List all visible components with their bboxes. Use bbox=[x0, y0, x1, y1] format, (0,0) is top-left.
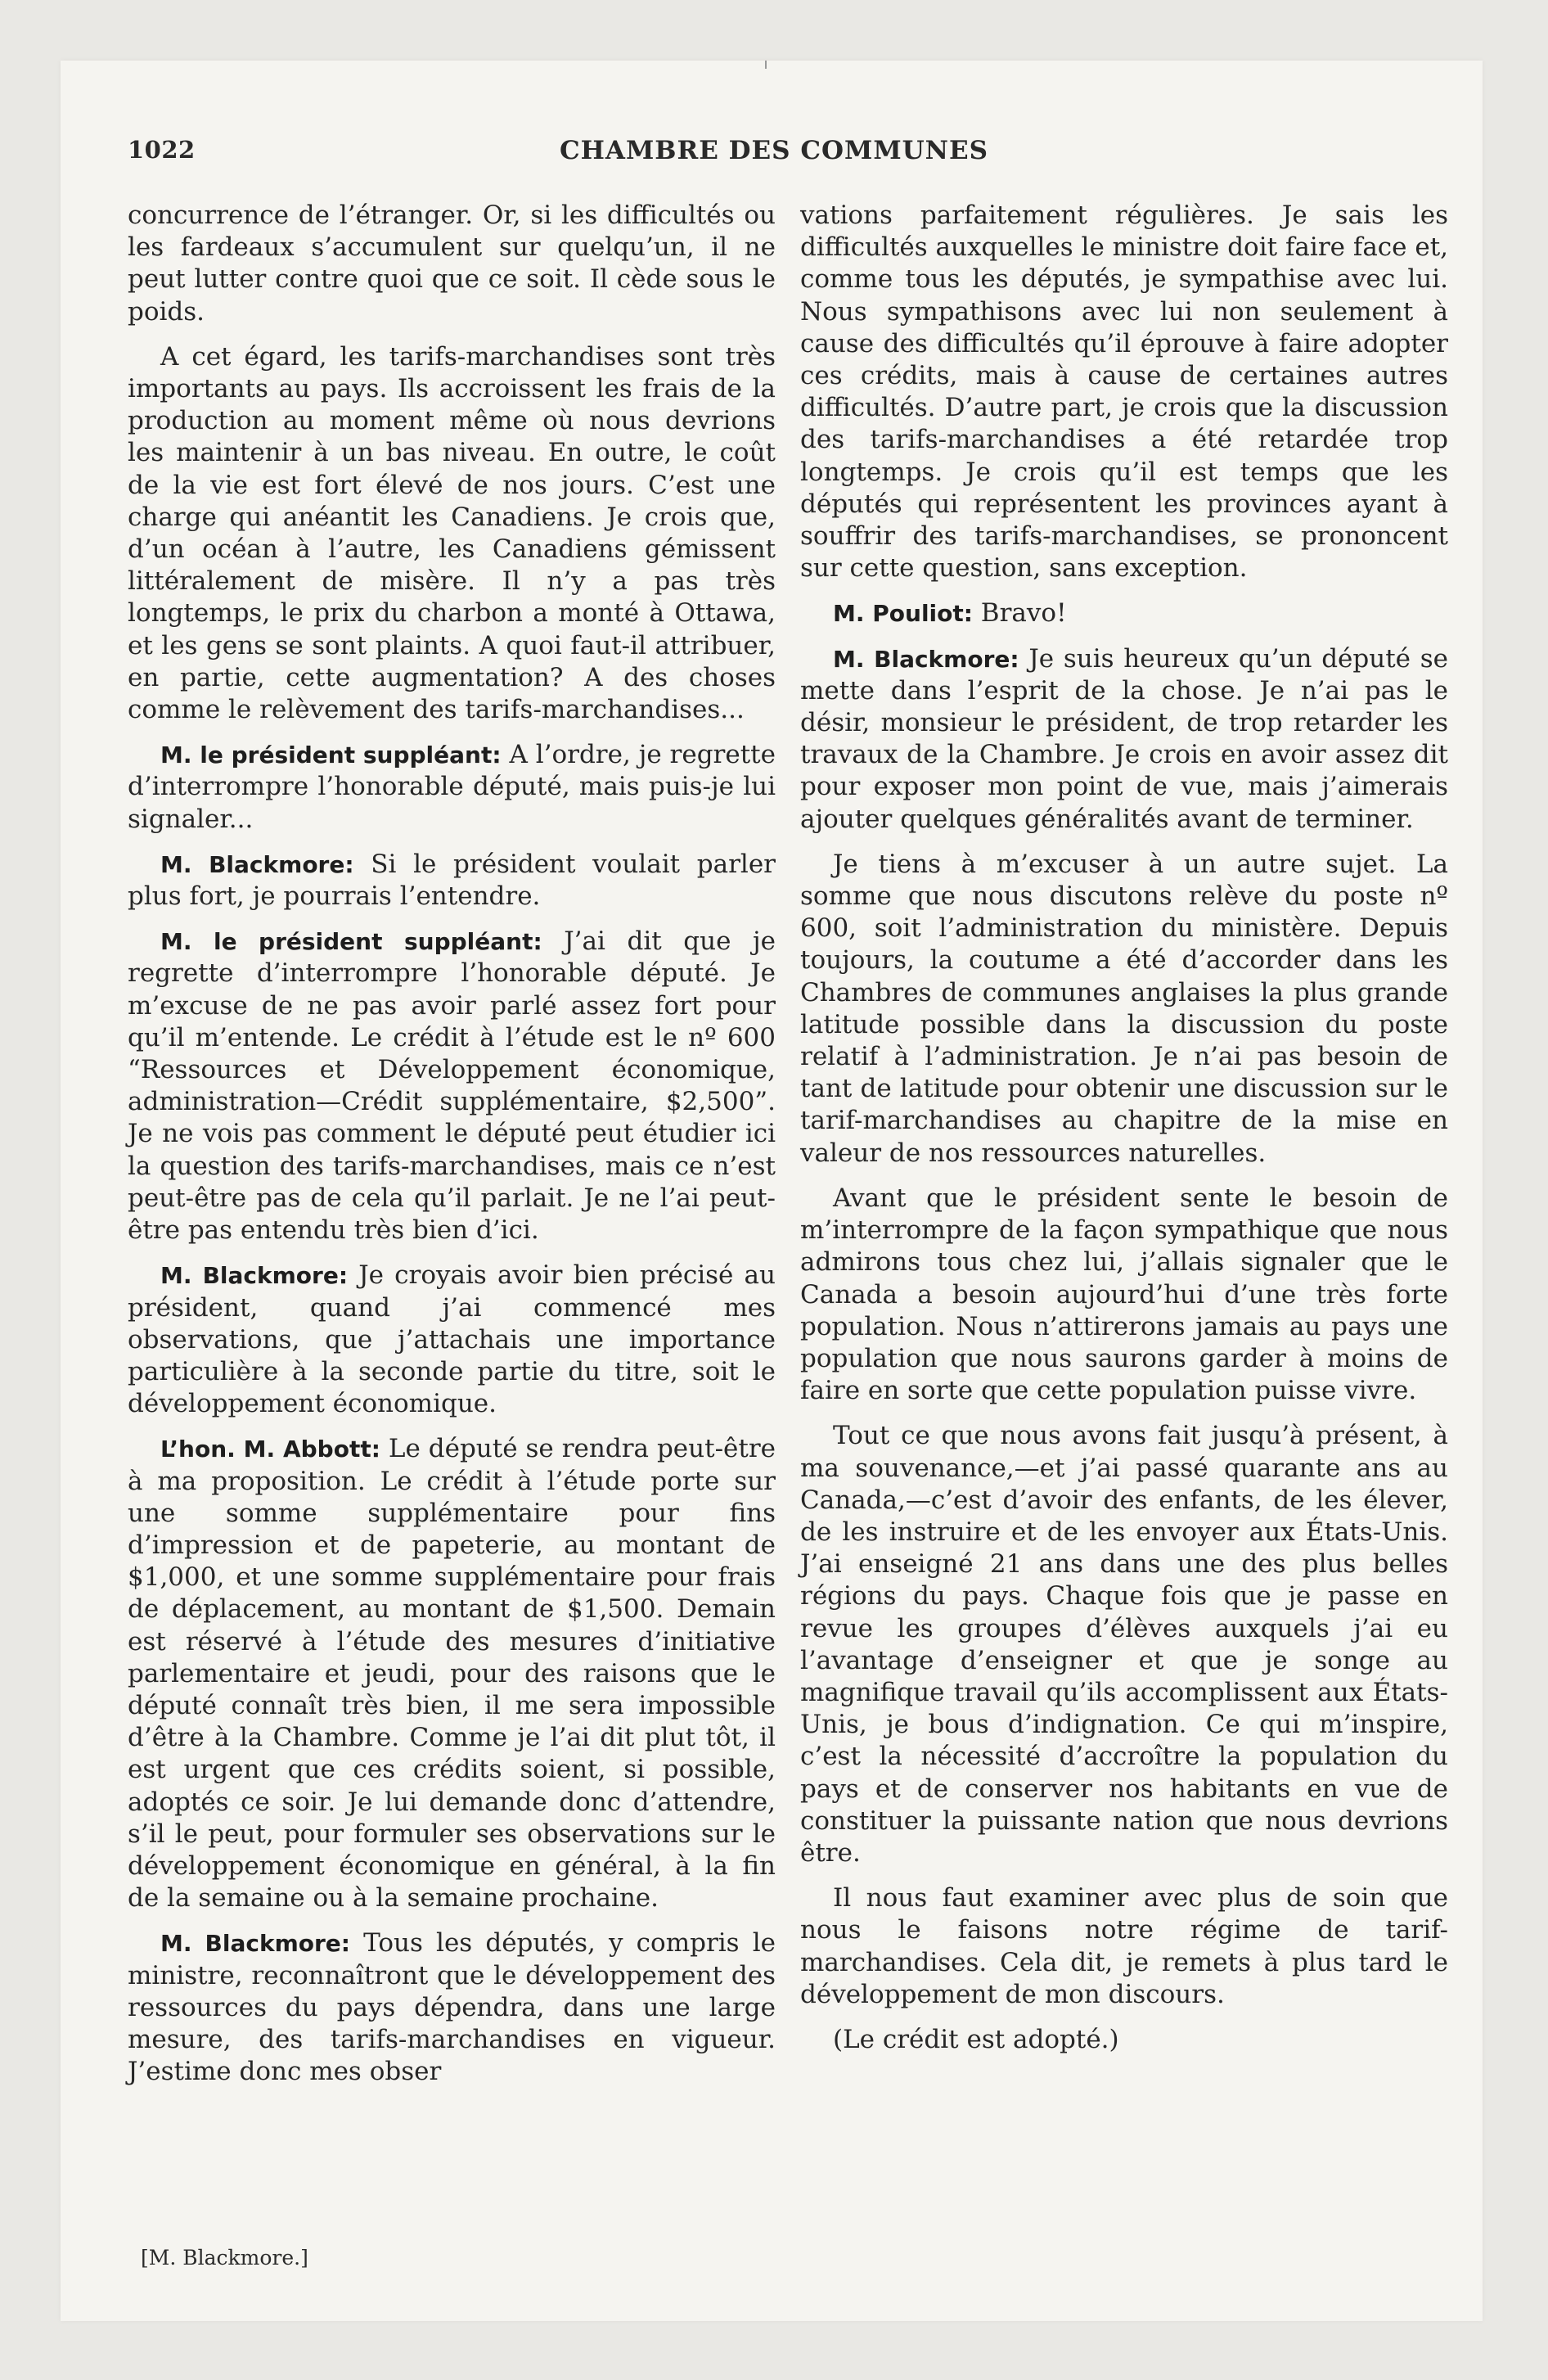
speech-paragraph bbox=[128, 849, 776, 913]
speech-paragraph bbox=[128, 926, 776, 1246]
paragraph: A cet égard, les tarifs-marchandises sont très importants au pays. Ils accroissent les frais de la production au moment même où nous devrions les maintenir à un bas niveau. En outre, le coût de la vie est fort élevé de nos jours. C’est une charge qui anéantit les Canadiens. Je crois que, d’un océan à l’autre, les Canadiens gémissent littéralement de misère. Il n’y a pas très longtemps, le prix du charbon a monté à Ottawa, et les gens se sont plaints. A quoi faut-il attribuer, en partie, cette augmentation? A des choses comme le relèvement des tarifs-marchandises... bbox=[128, 341, 776, 725]
speech-paragraph bbox=[128, 1433, 776, 1914]
speech-paragraph bbox=[128, 1927, 776, 2088]
paragraph: Je tiens à m’excuser à un autre sujet. La somme que nous discutons relève du poste nº 600, soit l’administration du ministère. Depuis toujours, la coutume a été d’accorder dans les Chambres de communes anglaises la plus grande latitude possible dans la discussion du poste relatif à l’administration. Je n’ai pas besoin de tant de latitude pour obtenir une discussion sur le tarif-marchandises au chapitre de la mise en valeur de nos ressources naturelles. bbox=[800, 849, 1448, 1168]
speech-text: A l’ordre, je regrette d’interrompre l’honorable député, mais puis-je lui signaler... bbox=[128, 740, 776, 834]
left-column bbox=[128, 200, 776, 2101]
speech-text: Je suis heureux qu’un député se mette dans l’esprit de la chose. Je n’ai pas le désir, monsieur le président, de trop retarder les travaux de la Chambre. Je crois en avoir assez dit pour exposer mon point de vue, mais j’aimerais ajouter quelques généralités avant de terminer. bbox=[800, 643, 1448, 834]
speaker-name: M. Pouliot: bbox=[833, 600, 973, 628]
speech-paragraph bbox=[800, 597, 1448, 629]
speech-text: J’ai dit que je regrette d’interrompre l’honorable député. Je m’excuse de ne pas avoir parlé assez fort pour qu’il m’entende. Le crédit à l’étude est le nº 600 “Ressources et Développement économique, administration—Crédit supplémentaire, $2,500”. Je ne vois pas comment le député peut étudier ici la question des tarifs-marchandises, mais ce n’est peut-être pas de cela qu’il parlait. Je ne l’ai peut-être pas entendu très bien d’ici. bbox=[128, 926, 776, 1246]
speech-text: Bravo! bbox=[972, 598, 1067, 629]
right-column bbox=[800, 200, 1448, 2069]
paragraph: concurrence de l’étranger. Or, si les difficultés ou les fardeaux s’accumulent sur quelqu’un, il ne peut lutter contre quoi que ce soit. Il cède sous le poids. bbox=[128, 201, 776, 327]
paragraph: vations parfaitement régulières. Je sais les difficultés auxquelles le ministre doit faire face et, comme tous les députés, je sympathise avec lui. Nous sympathisons avec lui non seulement à cause des difficultés qu’il éprouve à faire adopter ces crédits, mais à cause de certaines autres difficultés. D’autre part, je crois que la discussion des tarifs-marchandises a été retardée trop longtemps. Je crois qu’il est temps que les députés qui représentent les provinces ayant à souffrir des tarifs-marchandises, se prononcent sur cette question, sans exception. bbox=[800, 201, 1449, 584]
speaker-name: M. Blackmore: bbox=[160, 850, 354, 878]
speech-text: Tous les députés, y compris le ministre, reconnaîtront que le développement des ressources du pays dépendra, dans une large mesure, des tarifs-marchandises en vigueur. J’estime donc mes obser bbox=[128, 1928, 776, 2087]
paragraph: Avant que le président sente le besoin de m’interrompre de la façon sympathique que nous admirons tous chez lui, j’allais signaler que le Canada a besoin aujourd’hui d’une très forte population. Nous n’attirerons jamais au pays une population que nous saurons garder à moins de faire en sorte que cette population puisse vivre. bbox=[800, 1183, 1448, 1406]
speaker-name: M. Blackmore: bbox=[160, 1930, 350, 1958]
speaker-name: M. le président suppléant: bbox=[160, 741, 502, 769]
paragraph: Il nous faut examiner avec plus de soin que nous le faisons notre régime de tarif-marchandises. Cela dit, je remets à plus tard le développement de mon discours. bbox=[800, 1883, 1448, 2009]
speaker-name: M. Blackmore: bbox=[160, 1262, 349, 1290]
page-number: 1022 bbox=[128, 136, 196, 164]
paragraph: Tout ce que nous avons fait jusqu’à présent, à ma souvenance,—et j’ai passé quarante ans au Canada,—c’est d’avoir des enfants, de les élever, de les instruire et de les envoyer aux États-Unis. J’ai enseigné 21 ans dans une des plus belles régions du pays. Chaque fois que je passe en revue les groupes d’élèves auxquels j’ai eu l’avantage d’enseigner et que je songe au magnifique travail qu’ils accomplissent aux États-Unis, je bous d’indignation. Ce qui m’inspire, c’est la nécessité d’accroître la population du pays et de conserver nos habitants en vue de constituer la puissante nation que nous devrions être. bbox=[800, 1421, 1448, 1868]
speech-text: Si le président voulait parler plus fort, je pourrais l’entendre. bbox=[128, 849, 776, 912]
speaker-signature: [M. Blackmore.] bbox=[141, 2246, 308, 2270]
speaker-name: M. le président suppléant: bbox=[160, 928, 542, 956]
paragraph: (Le crédit est adopté.) bbox=[833, 2024, 1119, 2054]
scan-mark bbox=[765, 61, 767, 69]
speech-text: Le député se rendra peut-être à ma proposition. Le crédit à l’étude porte sur une somme supplémentaire pour fins d’impression et de papeterie, au montant de $1,000, et une somme supplémentaire pour frais de déplacement, au montant de $1,500. Demain est réservé à l’étude des mesures d’initiative parlementaire et jeudi, pour des raisons que le député connaît très bien, il me sera impossible d’être à la Chambre. Comme je l’ai dit plut tôt, il est urgent que ces crédits soient, si possible, adoptés ce soir. Je lui demande donc d’attendre, s’il le peut, pour formuler ses observations sur le développement économique en général, à la fin de la semaine ou à la semaine prochaine. bbox=[128, 1434, 776, 1913]
speech-text: Je croyais avoir bien précisé au président, quand j’ai commencé mes observations, que j’attachais une importance particulière à la seconde partie du titre, soit le développement économique. bbox=[128, 1260, 776, 1419]
speech-paragraph bbox=[800, 643, 1448, 836]
speaker-name: L’hon. M. Abbott: bbox=[160, 1436, 380, 1463]
running-head: CHAMBRE DES COMMUNES bbox=[559, 136, 989, 165]
speech-paragraph bbox=[128, 739, 776, 836]
speech-paragraph bbox=[128, 1260, 776, 1420]
speaker-name: M. Blackmore: bbox=[833, 645, 1019, 673]
